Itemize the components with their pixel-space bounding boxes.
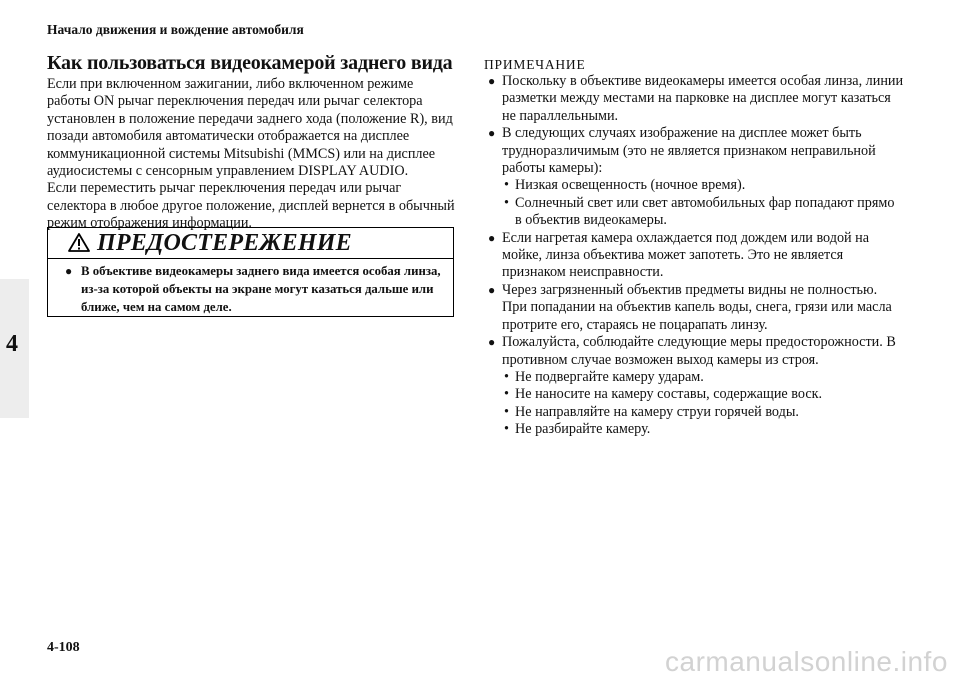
- note-section: [484, 57, 904, 439]
- note-heading: ПРИМЕЧАНИЕ: [484, 57, 586, 72]
- section-paragraph-2: Если переместить рычаг переключения передач или рычаг селектора в любое другое положение, дисплей вернется в обычный режим отображения информации.: [47, 180, 455, 232]
- note-item: [484, 73, 904, 125]
- warning-header: [48, 228, 453, 259]
- warning-box: [47, 227, 454, 317]
- note-bullet: ●: [488, 335, 496, 350]
- note-sub-bullet: •: [504, 386, 509, 403]
- section-title: Как пользоваться видеокамерой заднего вида: [47, 52, 453, 74]
- note-sub-item-text: Не разбирайте камеру.: [515, 421, 651, 438]
- page-number: 4-108: [47, 640, 80, 655]
- note-bullet: ●: [488, 74, 496, 88]
- main-section: [47, 52, 460, 233]
- note-item-text: Пожалуйста, соблюдайте следующие меры предосторожности. В противном случае возможен выход камеры из строя.: [502, 334, 896, 368]
- note-item: [484, 334, 904, 438]
- warning-bullet: ●: [65, 264, 73, 278]
- warning-body: [48, 259, 453, 316]
- warning-text: В объективе видеокамеры заднего вида имеется особая линза, из-за которой объекты на экране могут казаться дальше или ближе, чем на самом деле.: [81, 264, 441, 314]
- note-sub-item-text: Солнечный свет или свет автомобильных фар попадают прямо в объектив видеокамеры.: [515, 194, 895, 229]
- warning-triangle-icon: [68, 233, 90, 252]
- note-sub-item-text: Не подвергайте камеру ударам.: [515, 368, 704, 385]
- note-sub-bullet: •: [504, 403, 509, 420]
- note-sub-item: [502, 195, 904, 230]
- note-sub-bullet: •: [504, 194, 509, 211]
- note-sub-item: [502, 404, 904, 421]
- watermark: carmanualsonline.info: [665, 646, 948, 677]
- chapter-number: 4: [6, 331, 18, 357]
- note-item-text: Если нагретая камера охлаждается под дождем или водой на мойке, линза объектива может запотеть. Это не является признаком неисправности.: [502, 229, 870, 281]
- note-sub-item-text: Не наносите на камеру составы, содержащие воск.: [515, 386, 823, 403]
- note-sub-bullet: •: [504, 368, 509, 385]
- note-sub-bullet: •: [504, 421, 509, 438]
- warning-title: ПРЕДОСТЕРЕЖЕНИЕ: [97, 230, 352, 256]
- note-item: [484, 230, 904, 282]
- note-sub-item-text: Низкая освещенность (ночное время).: [515, 177, 746, 194]
- note-bullet: ●: [488, 282, 496, 297]
- running-header: Начало движения и вождение автомобиля: [47, 22, 304, 37]
- note-bullet: ●: [488, 230, 496, 245]
- note-item-text: Через загрязненный объектив предметы видны не полностью. При попадании на объектив капель воды, снега, грязи или масла протрите его, стараясь не поцарапать линзу.: [502, 281, 892, 333]
- note-sub-item: [502, 369, 904, 386]
- note-item: [484, 125, 904, 229]
- chapter-tab: [0, 279, 29, 418]
- note-sub-item: [502, 177, 904, 194]
- note-sub-item: [502, 421, 904, 438]
- note-bullet: ●: [488, 126, 496, 141]
- note-sub-item-text: Не направляйте на камеру струи горячей воды.: [515, 403, 799, 420]
- section-paragraph-1: Если при включенном зажигании, либо включенном режиме работы ON рычаг переключения передач или рычаг селектора установлен в положение передачи заднего хода (положение R), вид позади автомобиля автоматически отображается на дисплее коммуникационной системы Mitsubishi (MMCS) или на дисплее аудиосистемы с сенсорным управлением DISPLAY AUDIO.: [47, 76, 453, 180]
- note-item-text: Поскольку в объективе видеокамеры имеется особая линза, линии разметки между местами на парковке на дисплее могут казаться не параллельными.: [502, 73, 904, 124]
- note-sub-item: [502, 386, 904, 403]
- note-item-text: В следующих случаях изображение на дисплее может быть трудноразличимым (это не является признаком неправильной работы камеры):: [502, 125, 876, 177]
- note-item: [484, 282, 904, 334]
- note-sub-bullet: •: [504, 177, 509, 194]
